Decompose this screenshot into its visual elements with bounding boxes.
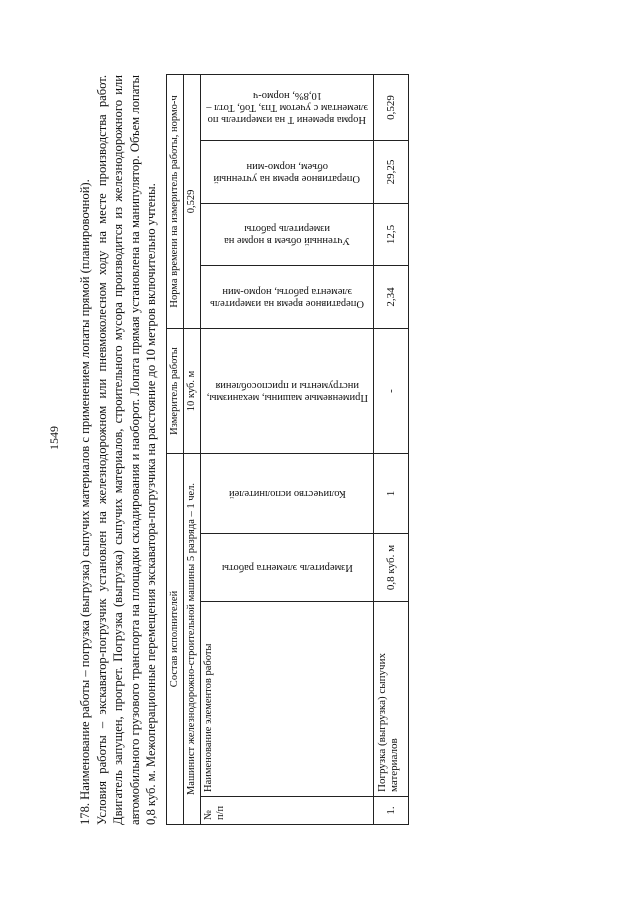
col-volume-header: Учтенный объем в норме на измеритель работы	[200, 203, 373, 265]
cell-operative-volume-time: 29,25	[373, 140, 408, 203]
cell-norm-meter: 0,529	[373, 74, 408, 140]
work-meter-value: 10 куб. м	[183, 328, 200, 453]
table-row	[373, 74, 408, 824]
cell-element-meter: 0,8 куб. м	[373, 534, 408, 602]
col-element-meter-header: Измеритель элемента работы	[200, 534, 373, 602]
table-column-headers	[200, 74, 373, 824]
cell-element-name: Погрузка (выгрузка) сыпучих материалов	[373, 602, 408, 797]
norm-table	[166, 74, 409, 825]
col-element-name-header: Наименование элементов работы	[200, 602, 373, 797]
document-text	[77, 75, 160, 825]
work-conditions: Условия работы – экскаватор-погрузчик установлен на железнодорожном или пневмоколесном ходу на месте производства работ. Двигатель запущен, прогрет. Погрузка (выгрузка) сыпучих материалов, строительного мусора производится из железнодорожного или автомобильного грузового транспорта на площадки складирования и наоборот. Лопата прямая установлена на манипулятор. Объем лопаты 0,8 куб. м. Межоперационные перемещения экскаватора-погрузчика на расстояние до 10 метров включительно учтены.	[94, 75, 159, 825]
col-num-header: № п/п	[200, 797, 373, 825]
rotated-document-body	[77, 75, 542, 825]
cell-performers-count: 1	[373, 453, 408, 533]
staff-composition-value: Машинист железнодорожно-строительной машины 5 разряда – 1 чел.	[183, 453, 200, 824]
norm-time-value: 0,529	[183, 74, 200, 328]
col-operative-volume-time-header: Оперативное время на учтенный объем, нормо-мин	[200, 140, 373, 203]
page-number: 1549	[47, 426, 61, 450]
col-machines-header: Применяемые машины, механизмы, инструменты и приспособления	[200, 328, 373, 453]
col-norm-meter-header: Норма времени Т на измеритель по элементам с учетом Тпз, Тоб, Тотл – 10,8%, нормо-ч	[200, 74, 373, 140]
cell-volume: 12,5	[373, 203, 408, 265]
cell-num: 1.	[373, 797, 408, 825]
col-performers-count-header: Количество исполнителей	[200, 453, 373, 533]
col-operative-time-header: Оперативное время на измеритель элемента работы, нормо-мин	[200, 265, 373, 328]
norm-time-header: Норма времени на измеритель работы, нормо-ч	[166, 74, 183, 328]
work-heading: 178. Наименование работы – погрузка (выгрузка) сыпучих материалов с применением лопаты прямой (планировочной).	[78, 179, 92, 825]
cell-machines: -	[373, 328, 408, 453]
table-header-row-1	[166, 74, 183, 824]
cell-operative-time: 2,34	[373, 265, 408, 328]
table-header-row-2	[183, 74, 200, 824]
work-meter-header: Измеритель работы	[166, 328, 183, 453]
staff-composition-header: Состав исполнителей	[166, 453, 183, 824]
